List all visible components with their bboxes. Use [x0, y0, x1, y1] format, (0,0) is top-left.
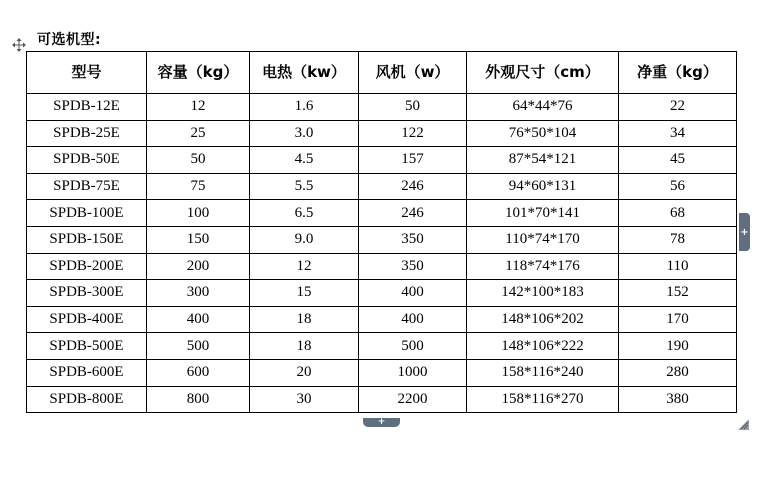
cell-fan-power: 500: [359, 333, 467, 360]
cell-dimensions: 158*116*270: [467, 386, 619, 413]
cell-capacity: 300: [147, 280, 250, 307]
header-capacity: 容量（kg）: [147, 52, 250, 94]
table-row: [27, 253, 737, 280]
cell-fan-power: 350: [359, 226, 467, 253]
cell-heating-power: 1.6: [250, 94, 359, 121]
cell-net-weight: 45: [619, 147, 737, 174]
model-spec-table: [26, 51, 737, 413]
add-column-button[interactable]: +: [739, 213, 750, 251]
cell-capacity: 50: [147, 147, 250, 174]
cell-net-weight: 152: [619, 280, 737, 307]
cell-net-weight: 170: [619, 306, 737, 333]
table-row: [27, 306, 737, 333]
cell-capacity: 400: [147, 306, 250, 333]
cell-capacity: 100: [147, 200, 250, 227]
cell-net-weight: 22: [619, 94, 737, 121]
table-row: [27, 280, 737, 307]
table-row: [27, 386, 737, 413]
cell-heating-power: 9.0: [250, 226, 359, 253]
cell-capacity: 200: [147, 253, 250, 280]
cell-dimensions: 101*70*141: [467, 200, 619, 227]
cell-dimensions: 148*106*222: [467, 333, 619, 360]
header-heating-power: 电热（kw）: [250, 52, 359, 94]
cell-capacity: 800: [147, 386, 250, 413]
cell-capacity: 25: [147, 120, 250, 147]
cell-fan-power: 246: [359, 200, 467, 227]
cell-net-weight: 34: [619, 120, 737, 147]
cell-dimensions: 148*106*202: [467, 306, 619, 333]
header-dimensions: 外观尺寸（cm）: [467, 52, 619, 94]
table-row: [27, 173, 737, 200]
table-resize-handle-icon[interactable]: [738, 417, 749, 428]
cell-net-weight: 110: [619, 253, 737, 280]
cell-heating-power: 18: [250, 333, 359, 360]
cell-model: SPDB-400E: [27, 306, 147, 333]
add-row-button[interactable]: +: [363, 418, 400, 427]
cell-capacity: 600: [147, 359, 250, 386]
table-move-handle-icon[interactable]: [12, 38, 26, 52]
section-heading: 可选机型:: [37, 32, 102, 48]
cell-heating-power: 30: [250, 386, 359, 413]
table-row: [27, 147, 737, 174]
header-fan-power: 风机（w）: [359, 52, 467, 94]
cell-heating-power: 3.0: [250, 120, 359, 147]
cell-capacity: 500: [147, 333, 250, 360]
cell-dimensions: 87*54*121: [467, 147, 619, 174]
cell-heating-power: 18: [250, 306, 359, 333]
cell-dimensions: 142*100*183: [467, 280, 619, 307]
table-body: [27, 94, 737, 413]
cell-dimensions: 76*50*104: [467, 120, 619, 147]
cell-model: SPDB-300E: [27, 280, 147, 307]
cell-model: SPDB-600E: [27, 359, 147, 386]
cell-model: SPDB-12E: [27, 94, 147, 121]
cell-heating-power: 5.5: [250, 173, 359, 200]
cell-dimensions: 118*74*176: [467, 253, 619, 280]
table-row: [27, 359, 737, 386]
table-row: [27, 333, 737, 360]
header-model: 型号: [27, 52, 147, 94]
cell-net-weight: 380: [619, 386, 737, 413]
cell-model: SPDB-50E: [27, 147, 147, 174]
table-row: [27, 226, 737, 253]
cell-fan-power: 400: [359, 280, 467, 307]
cell-capacity: 75: [147, 173, 250, 200]
cell-fan-power: 246: [359, 173, 467, 200]
header-net-weight: 净重（kg）: [619, 52, 737, 94]
cell-net-weight: 56: [619, 173, 737, 200]
cell-heating-power: 6.5: [250, 200, 359, 227]
table-row: [27, 94, 737, 121]
cell-fan-power: 350: [359, 253, 467, 280]
cell-dimensions: 94*60*131: [467, 173, 619, 200]
cell-fan-power: 400: [359, 306, 467, 333]
cell-model: SPDB-200E: [27, 253, 147, 280]
cell-net-weight: 190: [619, 333, 737, 360]
table-row: [27, 200, 737, 227]
cell-fan-power: 157: [359, 147, 467, 174]
table-row: [27, 120, 737, 147]
cell-capacity: 150: [147, 226, 250, 253]
cell-heating-power: 20: [250, 359, 359, 386]
cell-model: SPDB-500E: [27, 333, 147, 360]
cell-net-weight: 68: [619, 200, 737, 227]
cell-model: SPDB-25E: [27, 120, 147, 147]
cell-dimensions: 110*74*170: [467, 226, 619, 253]
cell-dimensions: 158*116*240: [467, 359, 619, 386]
cell-capacity: 12: [147, 94, 250, 121]
cell-model: SPDB-100E: [27, 200, 147, 227]
table-header-row: [27, 52, 737, 94]
cell-model: SPDB-800E: [27, 386, 147, 413]
cell-net-weight: 280: [619, 359, 737, 386]
cell-fan-power: 50: [359, 94, 467, 121]
cell-heating-power: 12: [250, 253, 359, 280]
cell-net-weight: 78: [619, 226, 737, 253]
cell-fan-power: 2200: [359, 386, 467, 413]
cell-dimensions: 64*44*76: [467, 94, 619, 121]
cell-fan-power: 122: [359, 120, 467, 147]
cell-fan-power: 1000: [359, 359, 467, 386]
cell-heating-power: 15: [250, 280, 359, 307]
cell-model: SPDB-75E: [27, 173, 147, 200]
cell-model: SPDB-150E: [27, 226, 147, 253]
cell-heating-power: 4.5: [250, 147, 359, 174]
